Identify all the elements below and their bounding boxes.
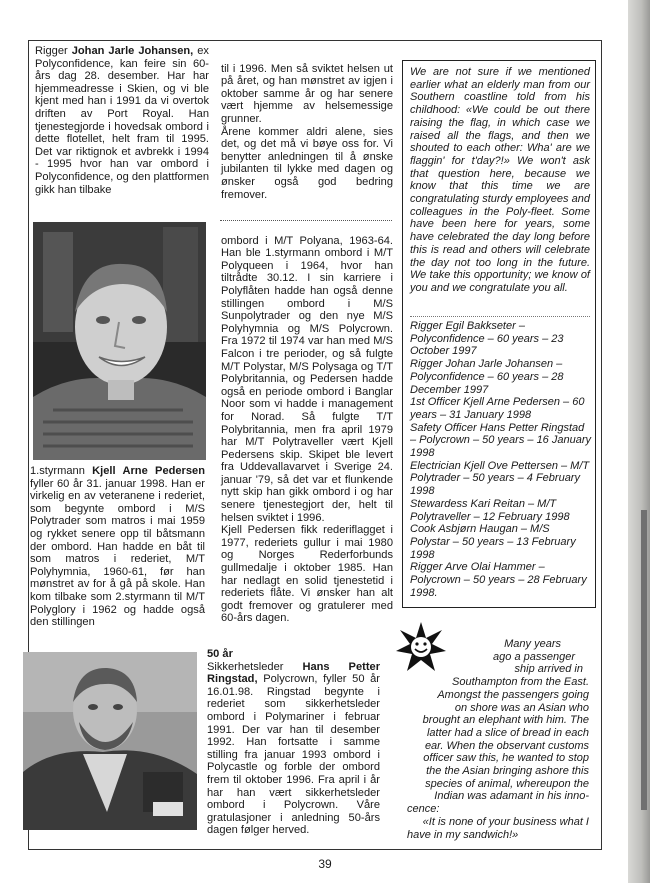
anecdote-line: cence: (407, 803, 440, 816)
johan-article-part1 (35, 45, 209, 196)
person-name: Kjell Arne Pedersen (92, 465, 205, 477)
anecdote-line: on shore was an Asian who (454, 701, 589, 714)
anecdote-line: species of animal, whereupon the (425, 777, 589, 790)
anecdote-line: have in my sandwich!» (407, 828, 519, 841)
list-item: Electrician Kjell Ove Pettersen – M/T Polytrader – 50 years – 4 February 1998 (410, 459, 590, 498)
english-intro: We are not sure if we mentioned earlier what an elderly man from our Southern coastline told from his childhood: «We could be out there raising the flag, in which case we raised all the flags, and then we shouted to each other: Wha' are we flaggin' for t'day?!» We won't ask that question here, because we know that this time we are congratulating sturdy employees and colleagues in the Poly-fleet. Some have been here for years, some have celebrated the day long before this is read and others will celebrate the day not too long in the future. We take this opportunity; we know of you and we congratulate you all. (410, 66, 590, 294)
kjell-article-part1 (30, 465, 205, 629)
list-item: Stewardess Kari Reitan – M/T Polytraveller – 12 February 1998 (410, 497, 570, 523)
list-item: Safety Officer Hans Petter Ringstad – Polycrown – 50 years – 16 January 1998 (410, 421, 591, 460)
list-item: Rigger Arve Olai Hammer – Polycrown – 50 years – 28 February 1998. (410, 561, 587, 599)
anecdote-line: «It is none of your business what I (422, 815, 589, 828)
anecdote-line: Southampton from the East. (452, 676, 589, 689)
person-name: Johan Jarle Johansen, (71, 45, 194, 57)
person-name: Hans Petter Ringstad, (207, 660, 381, 686)
anecdote-line: Many years (504, 638, 561, 650)
role-text: 1.styrmann (30, 465, 93, 477)
anecdote-line: Indian was adamant in his inno- (434, 790, 589, 803)
anecdote-line: Amongst the passengers going (437, 688, 589, 701)
anecdote-line: ago a passenger (493, 650, 575, 663)
portrait-photo-hans-petter (23, 652, 197, 830)
page-number: 39 (318, 857, 332, 871)
body-text: Polycrown, fyller 50 år 16.01.98. Ringstad begynte i rederiet som sikkerhetsleder ombord i Polymariner i februar 1991. Der var han til desember 1992. Han fortsatte i samme stilling fra januar 1993 ombord i Polycastle og forble der ombord frem til oktober 1996. Fra april i år har han vært sikkerhetsleder ombord i Polycrown. Våre gratulasjoner i anledning 50-års dagen følger herved. (207, 673, 380, 837)
anecdote-line: ear. When the observant customs (424, 739, 589, 752)
johan-article-part2 (221, 50, 393, 214)
body-text: ombord i M/T Polyana, 1963-64. Han ble 1.styrmann ombord i M/T Polyqueen i 1964, hvor han tiltrådte 30.12. I sin karriere i Polyflåten hadde han også denne stillingen ombord i M/S Sunpolytrader og den nye M/S Polyhymnia og M/S Polycrown. Fra 1972 til 1974 var han med M/S Falcon i tre perioder, og så fulgte M/T Polystar, M/S Polysaga og T/T Polybritannia, og Pedersen hadde også en periode ombord i Banglar Noor som vi hadde i management for Norad. Så fulgte T/T Polybritannia, men fra april 1979 har M/T Polytraveller vært Kjell Pedersens skip. Skipet ble levert fra Uddevallavarvet i Sverige 24. januar '79, så det var et flunkende nytt skip han gikk ombord i og har senere tjenestegjort der, helt til helsen sviktet i 1996. Kjell Pedersen fikk rederiflagget i 1977, rederiets gullur i mai 1980 og Norges Rederforbunds gullmedalje i oktober 1985. Han har nedlagt en solid tjenestetid i rederiets flåte. Vi ønsker han alt godt fremover og gratulerer med 60-års dagen. (221, 234, 393, 625)
list-item: Rigger Egil Bakkseter – Polyconfidence – 60 years – 23 October 1997 (410, 320, 564, 358)
anecdote-line: latter had a slice of bread in each (426, 726, 589, 739)
anecdote-line: officer saw this, he wanted to stop (423, 752, 589, 765)
divider (410, 316, 590, 317)
portrait-photo-kjell (33, 222, 206, 460)
kjell-article-part2 (221, 222, 393, 638)
body-text: ex Polyconfidence, kan feire sin 60-års dag 28. desember. Har har hjemmeadresse i Skien, og vi ble kjent med han i 1991 da vi overtok driften av Port Royal. Han tjenestegjorde i hovedsak ombord i dette flotellet, helt fram til 1995. Det var riktignok et avbrekk i 1994 - 1995 hvor han var ombord i Polyconfidence, og den plattformen gikk han tilbake (35, 45, 209, 196)
body-text: til i 1996. Men så sviktet helsen ut på året, og han mønstret av igjen i oktober samme år og har senere vært hjemme av helsemessige grunner. Årene kommer aldri alene, sies det, og det må vi bøye oss for. Vi benytter anledningen til å ønske jubilanten til lykke med dagen og ønsker også god bedring fremover. (221, 62, 393, 201)
list-item: Cook Asbjørn Haugan – M/S Polystar – 50 years – 13 February 1998 (410, 523, 576, 561)
list-item: 1st Officer Kjell Arne Pedersen – 60 years – 31 January 1998 (410, 396, 585, 421)
birthday-list (410, 320, 592, 599)
role-text: Rigger (35, 45, 72, 57)
role-text: Sikkerhetsleder (207, 660, 303, 673)
body-text: fyller 60 år 31. januar 1998. Han er virkelig en av veteranene i rederiet, som begynte ombord i M/S Polytrader som matros i mai 1959 og rykket senere opp til båtsmann der ombord. Han hadde en båt til som matros i rederiet, M/T Polyhymnia, 1960-61, før han mønstret av for å gå på skole. Han kom tilbake som 2.styrmann til M/T Polyglory i 1962 og hadde også den stillingen (30, 477, 205, 629)
anecdote-line: ship arrived in (514, 663, 583, 676)
hans-petter-article (207, 648, 380, 837)
anecdote-line: brought an elephant with him. The (422, 714, 589, 727)
page-edge-shadow (628, 0, 650, 883)
section-heading: 50 år (207, 648, 233, 660)
anecdote-line: the the Asian bringing ashore this (426, 765, 589, 778)
anecdote-text (397, 638, 589, 841)
divider (220, 220, 392, 221)
list-item: Rigger Johan Jarle Johansen – Polyconfidence – 60 years – 28 December 1997 (410, 358, 564, 396)
